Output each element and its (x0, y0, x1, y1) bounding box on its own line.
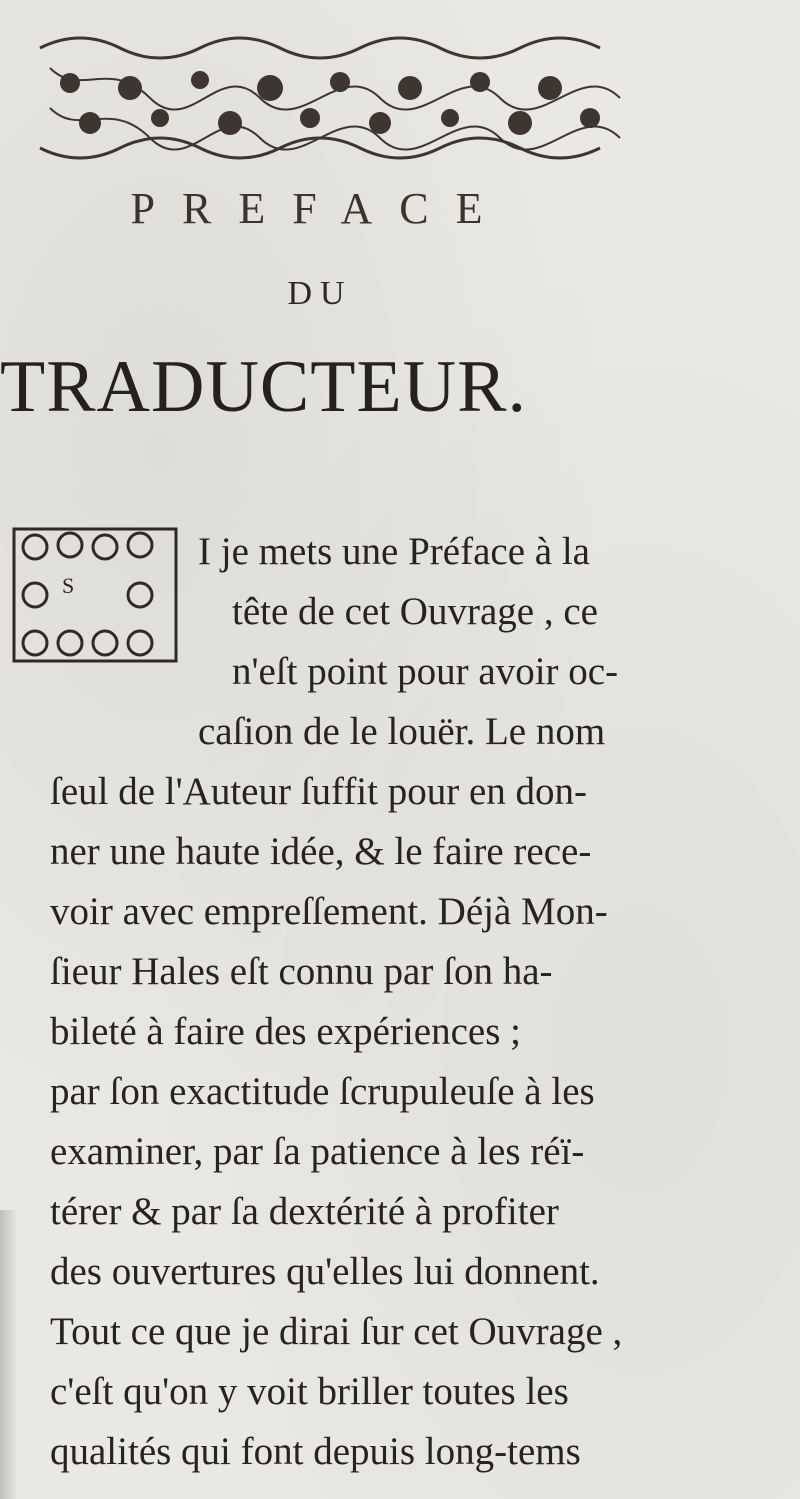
text-line: térer & par ſa dextérité à profiter (50, 1190, 559, 1233)
text-line: ſieur Hales eſt connu par ſon ha- (50, 950, 553, 993)
text-line: ner une haute idée, & le faire rece- (50, 830, 592, 873)
text-line: tête de cet Ouvrage , ce (232, 590, 598, 633)
text-line: Tout ce que je dirai ſur cet Ouvrage , (50, 1310, 623, 1353)
heading-preface: PREFACE (130, 184, 510, 233)
heading-traducteur: TRADUCTEUR. (0, 346, 527, 428)
text-line: par ſon exactitude ſcrupuleuſe à les (50, 1070, 595, 1113)
page-edge-shadow (0, 1210, 18, 1499)
drop-cap-ornament (10, 525, 180, 665)
heading-du: DU (287, 275, 353, 312)
text-line: voir avec empreſſement. Déjà Mon- (50, 890, 608, 933)
text-line: qualités qui font depuis long-tems (50, 1430, 581, 1473)
headpiece-ornament (20, 18, 640, 173)
text-line: caſion de le louër. Le nom (198, 710, 606, 753)
text-line: des ouvertures qu'elles lui donnent. (50, 1250, 600, 1293)
drop-cap-letter: S (62, 573, 75, 598)
text-line: c'eſt qu'on y voit briller toutes les (50, 1370, 569, 1413)
text-line: examiner, par ſa patience à les réï- (50, 1130, 585, 1173)
text-line: bileté à faire des expériences ; (50, 1010, 521, 1053)
text-line: ſeul de l'Auteur ſuffit pour en don- (50, 770, 588, 813)
text-line: n'eſt point pour avoir oc- (232, 650, 619, 693)
text-line: I je mets une Préface à la (198, 530, 590, 573)
